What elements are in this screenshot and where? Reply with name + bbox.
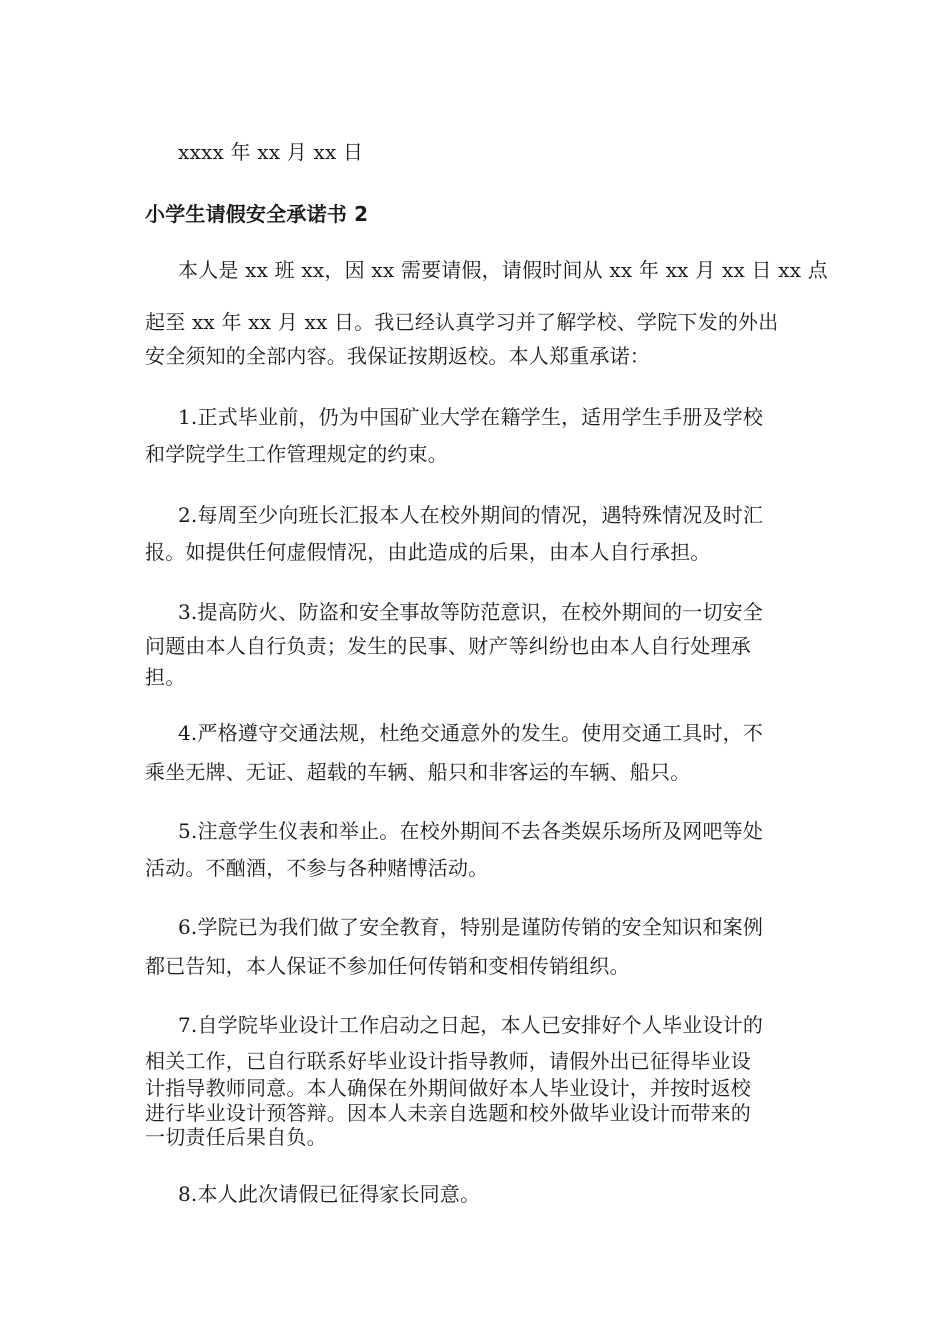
paragraph-line: 8.本人此次请假已征得家长同意。 [178, 1182, 481, 1206]
paragraph-line: 活动。不酗酒，不参与各种赌博活动。 [145, 856, 489, 880]
paragraph-line: 本人是 xx 班 xx，因 xx 需要请假，请假时间从 xx 年 xx 月 xx 日 xx 点 [178, 258, 828, 282]
paragraph-line: 问题由本人自行负责；发生的民事、财产等纠纷也由本人自行处理承 [145, 634, 751, 658]
paragraph-line: 7.自学院毕业设计工作启动之日起，本人已安排好个人毕业设计的 [178, 1013, 764, 1037]
paragraph-line: 5.注意学生仪表和举止。在校外期间不去各类娱乐场所及网吧等处 [178, 819, 764, 843]
paragraph-line: 都已告知，本人保证不参加任何传销和变相传销组织。 [145, 954, 630, 978]
paragraph-line: 乘坐无牌、无证、超载的车辆、船只和非客运的车辆、船只。 [145, 760, 691, 784]
paragraph-line: 担。 [145, 665, 186, 689]
paragraph-line: 4.严格遵守交通法规，杜绝交通意外的发生。使用交通工具时，不 [178, 721, 764, 745]
paragraph-line: 一切责任后果自负。 [145, 1125, 327, 1149]
paragraph-line: 3.提高防火、防盗和安全事故等防范意识，在校外期间的一切安全 [178, 600, 764, 624]
paragraph-line: 起至 xx 年 xx 月 xx 日。我已经认真学习并了解学校、学院下发的外出 [145, 310, 779, 334]
paragraph-line: 安全须知的全部内容。我保证按期返校。本人郑重承诺： [145, 344, 650, 368]
paragraph-line: 1.正式毕业前，仍为中国矿业大学在籍学生，适用学生手册及学校 [178, 405, 764, 429]
date-line: xxxx 年 xx 月 xx 日 [178, 140, 364, 164]
paragraph-line: 计指导教师同意。本人确保在外期间做好本人毕业设计，并按时返校 [145, 1076, 751, 1100]
section-title: 小学生请假安全承诺书 2 [145, 202, 369, 226]
paragraph-line: 进行毕业设计预答辩。因本人未亲自选题和校外做毕业设计而带来的 [145, 1101, 751, 1125]
paragraph-line: 6.学院已为我们做了安全教育，特别是谨防传销的安全知识和案例 [178, 915, 764, 939]
paragraph-line: 2.每周至少向班长汇报本人在校外期间的情况，遇特殊情况及时汇 [178, 503, 764, 527]
paragraph-line: 相关工作，已自行联系好毕业设计指导教师，请假外出已征得毕业设 [145, 1049, 751, 1073]
paragraph-line: 和学院学生工作管理规定的约束。 [145, 442, 448, 466]
paragraph-line: 报。如提供任何虚假情况，由此造成的后果，由本人自行承担。 [145, 540, 711, 564]
